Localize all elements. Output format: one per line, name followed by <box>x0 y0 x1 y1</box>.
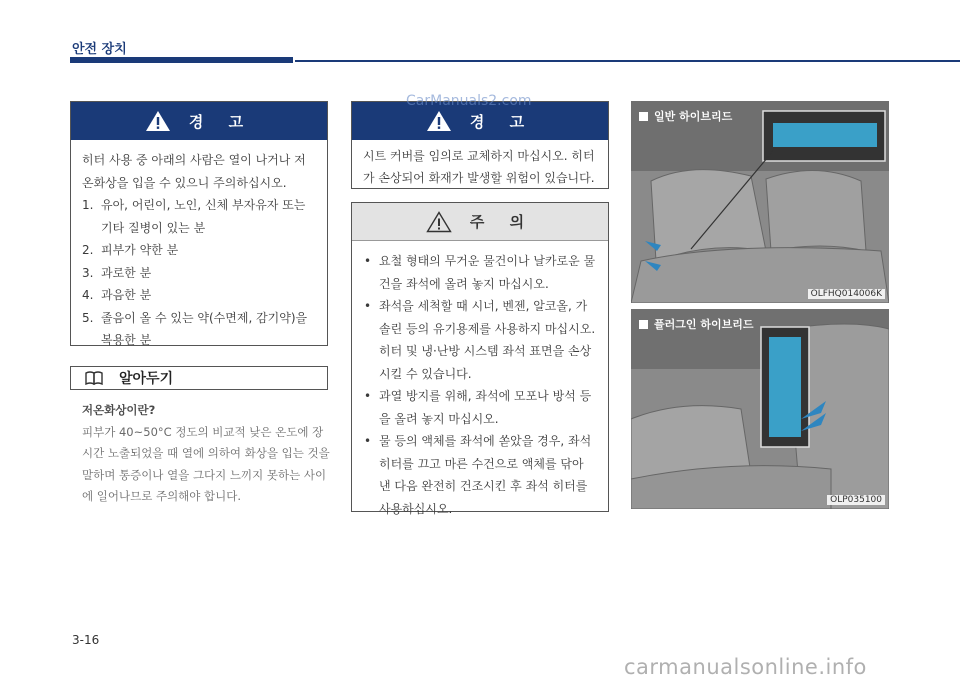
caution-header <box>352 203 608 241</box>
seat-photo-hybrid <box>631 101 889 303</box>
warning-list-item: 4. 과음한 분 <box>82 288 152 302</box>
caution-box <box>351 202 609 516</box>
warning-box-seat-cover <box>351 101 609 189</box>
rear-seat-illustration <box>631 309 889 509</box>
section-title: 안전 장치 <box>72 42 127 57</box>
header-bar <box>70 57 293 63</box>
warning-list-item: 2. 피부가 약한 분 <box>82 243 179 257</box>
caution-triangle-icon <box>426 211 452 233</box>
warning-text: 시트 커버를 임의로 교체하지 마십시오. 히터가 손상되어 화재가 발생할 위험이 있습니다. <box>363 149 595 185</box>
seat-photo-plugin-hybrid <box>631 309 889 509</box>
page-number: 3-16 <box>72 633 100 647</box>
note-header <box>70 366 328 390</box>
rear-seat-illustration <box>631 101 889 303</box>
warning-list-item: 3. 과로한 분 <box>82 265 152 280</box>
warning-heading: 경 고 <box>469 112 535 131</box>
warning-heading: 경 고 <box>188 112 254 131</box>
warning-list-item: 1. 유아, 어린이, 노인, 신체 부자유자 또는 기타 질병이 있는 분 <box>82 198 306 235</box>
caution-list-item: • 과열 방지를 위해, 좌석에 모포나 방석 등을 올려 놓지 마십시오. <box>364 389 592 426</box>
note-body <box>82 400 332 508</box>
header-rule <box>295 60 960 62</box>
caution-list-item: • 좌석을 세척할 때 시너, 벤젠, 알코올, 가솔린 등의 유기용제를 사용하지 마십시오. 히터 및 냉·난방 시스템 좌석 표면을 손상시킬 수 있습니다. <box>364 299 596 381</box>
photo-code: OLP035100 <box>827 495 885 505</box>
caution-list-item: • 요철 형태의 무거운 물건이나 날카로운 물건을 좌석에 올려 놓지 마십시오. <box>364 254 596 291</box>
warning-box-heater <box>70 101 328 346</box>
note-text: 피부가 40~50°C 정도의 비교적 낮은 온도에 장시간 노출되었을 때 열에 의하여 화상을 입는 것을 말하며 통증이나 열을 그다지 느끼지 못하는 사이에 일어나므로 주의해야 합니다. <box>82 424 330 503</box>
bullet-square-icon <box>639 320 648 329</box>
warning-triangle-icon <box>426 110 452 132</box>
footer-watermark: carmanualsonline.info <box>624 655 867 679</box>
watermark: CarManuals2.com <box>406 93 532 109</box>
note-heading: 알아두기 <box>119 371 174 387</box>
warning-header <box>71 102 327 140</box>
photo-label: 일반 하이브리드 <box>639 108 732 124</box>
note-title: 저온화상이란? <box>82 403 156 417</box>
warning-triangle-icon <box>145 110 171 132</box>
book-icon <box>85 371 103 385</box>
photo-label: 플러그인 하이브리드 <box>639 316 753 332</box>
caution-list-item: • 물 등의 액체를 좌석에 쏟았을 경우, 좌석히터를 끄고 마른 수건으로 액체를 닦아 낸 다음 완전히 건조시킨 후 좌석 히터를 사용하십시오. <box>364 434 592 516</box>
warning-list-item: 5. 졸음이 올 수 있는 약(수면제, 감기약)을 복용한 분 <box>82 310 308 347</box>
caution-heading: 주 의 <box>469 213 535 231</box>
photo-code: OLFHQ014006K <box>808 289 885 299</box>
warning-intro: 히터 사용 중 아래의 사람은 열이 나거나 저온화상을 입을 수 있으니 주의하십시오. <box>82 153 306 190</box>
bullet-square-icon <box>639 112 648 121</box>
